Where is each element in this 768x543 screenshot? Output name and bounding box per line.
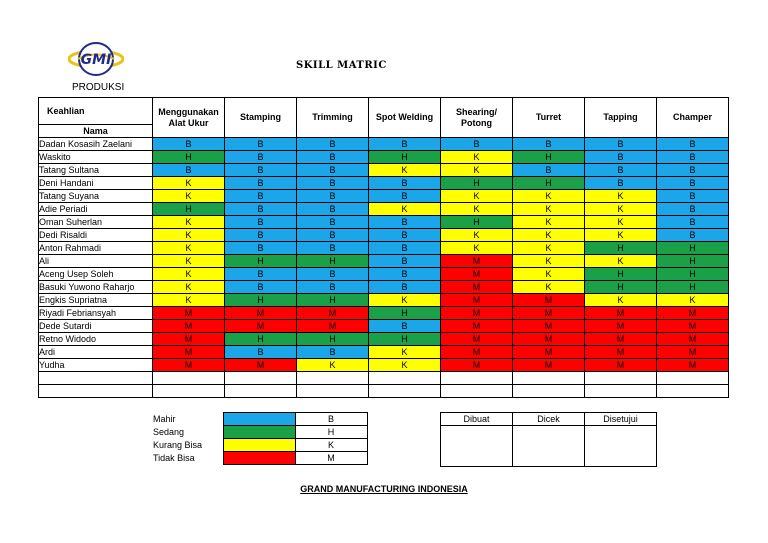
skill-level-cell: B [369, 268, 441, 281]
empty-cell [297, 372, 369, 385]
table-row [39, 229, 729, 242]
skill-level-cell: H [225, 255, 297, 268]
skill-level-cell: K [153, 294, 225, 307]
skill-level-cell: K [513, 216, 585, 229]
skill-level-cell: M [513, 359, 585, 372]
skill-level-cell: B [225, 242, 297, 255]
skill-level-cell: B [657, 138, 729, 151]
legend-row [152, 439, 367, 452]
table-row [39, 268, 729, 281]
skill-level-cell: B [297, 177, 369, 190]
skill-level-cell: K [513, 203, 585, 216]
employee-name: Tatang Suyana [39, 190, 153, 203]
skill-level-cell: B [225, 268, 297, 281]
signature-box [513, 426, 585, 467]
skill-level-cell: M [513, 346, 585, 359]
skill-matrix-table [38, 97, 729, 398]
skill-level-cell: M [657, 346, 729, 359]
skill-level-cell: B [297, 242, 369, 255]
table-row [39, 320, 729, 333]
skill-level-cell: M [441, 333, 513, 346]
skill-level-cell: B [657, 190, 729, 203]
signature-label: Dibuat [441, 413, 513, 426]
skill-header: Tapping [585, 98, 657, 138]
employee-name: Tatang Sultana [39, 164, 153, 177]
skill-level-cell: H [657, 255, 729, 268]
skill-level-cell: M [657, 320, 729, 333]
skill-level-cell: K [513, 229, 585, 242]
skill-level-cell: B [297, 216, 369, 229]
skill-level-cell: K [153, 216, 225, 229]
empty-cell [369, 385, 441, 398]
skill-level-cell: K [513, 190, 585, 203]
employee-name: Engkis Supriatna [39, 294, 153, 307]
skill-level-cell: H [657, 268, 729, 281]
skill-level-cell: M [585, 359, 657, 372]
skill-level-cell: M [153, 307, 225, 320]
skill-level-cell: H [441, 177, 513, 190]
skill-level-cell: H [297, 333, 369, 346]
skill-level-cell: B [297, 281, 369, 294]
signature-label: Disetujui [585, 413, 657, 426]
legend-row [152, 413, 367, 426]
employee-name: Riyadi Febriansyah [39, 307, 153, 320]
skill-level-cell: B [297, 151, 369, 164]
skill-header: Stamping [225, 98, 297, 138]
skill-level-cell: K [441, 164, 513, 177]
empty-cell [225, 372, 297, 385]
skill-level-cell: B [225, 203, 297, 216]
legend-row [152, 452, 367, 465]
skill-level-cell: H [225, 294, 297, 307]
skill-level-cell: K [369, 346, 441, 359]
skill-level-cell: K [513, 255, 585, 268]
skill-level-cell: H [297, 294, 369, 307]
employee-name: Deni Handani [39, 177, 153, 190]
skill-level-cell: K [369, 164, 441, 177]
department-label: PRODUKSI [72, 82, 125, 93]
table-row [39, 359, 729, 372]
empty-row [39, 385, 729, 398]
skill-level-cell: B [585, 151, 657, 164]
skill-header: Trimming [297, 98, 369, 138]
employee-name: Yudha [39, 359, 153, 372]
skill-level-cell: M [441, 281, 513, 294]
skill-level-cell: H [153, 203, 225, 216]
employee-name: Retno Widodo [39, 333, 153, 346]
table-row [39, 255, 729, 268]
table-row [39, 151, 729, 164]
skill-level-cell: K [585, 255, 657, 268]
skill-level-cell: K [153, 229, 225, 242]
legend-swatch [223, 452, 295, 465]
skill-level-cell: K [441, 190, 513, 203]
empty-cell [585, 372, 657, 385]
skill-level-cell: B [369, 190, 441, 203]
skill-level-cell: B [657, 216, 729, 229]
table-row [39, 190, 729, 203]
table-row [39, 164, 729, 177]
table-row [39, 333, 729, 346]
empty-cell [657, 372, 729, 385]
skill-level-cell: H [369, 151, 441, 164]
skill-level-cell: K [585, 190, 657, 203]
empty-cell [441, 372, 513, 385]
skill-level-cell: B [657, 151, 729, 164]
skill-level-cell: K [153, 190, 225, 203]
legend-label: Kurang Bisa [153, 439, 203, 450]
skill-level-cell: B [297, 190, 369, 203]
skill-level-cell: M [441, 268, 513, 281]
skill-level-cell: B [369, 320, 441, 333]
empty-cell [297, 385, 369, 398]
empty-cell [39, 385, 153, 398]
skill-level-cell: M [585, 307, 657, 320]
skill-level-cell: H [153, 151, 225, 164]
table-row [39, 203, 729, 216]
skill-level-cell: B [225, 216, 297, 229]
signature-label: Dicek [513, 413, 585, 426]
skill-level-cell: B [297, 164, 369, 177]
table-row [39, 346, 729, 359]
signature-box [441, 426, 513, 467]
skill-level-cell: B [225, 281, 297, 294]
skill-level-cell: B [657, 177, 729, 190]
skill-level-cell: B [513, 138, 585, 151]
employee-name: Dede Sutardi [39, 320, 153, 333]
skill-level-cell: B [513, 164, 585, 177]
skill-level-cell: M [297, 320, 369, 333]
skill-level-cell: B [369, 216, 441, 229]
empty-cell [585, 385, 657, 398]
skill-level-cell: H [225, 333, 297, 346]
skill-level-cell: M [297, 307, 369, 320]
skill-level-cell: K [513, 268, 585, 281]
table-row [39, 294, 729, 307]
keahlian-header: Keahlian [39, 98, 153, 125]
table-row [39, 216, 729, 229]
skill-level-cell: B [369, 242, 441, 255]
skill-level-cell: K [369, 359, 441, 372]
skill-level-cell: B [369, 255, 441, 268]
skill-level-cell: B [585, 177, 657, 190]
legend-swatch [223, 439, 295, 452]
skill-level-cell: M [657, 307, 729, 320]
legend-table [152, 412, 368, 465]
skill-level-cell: H [369, 333, 441, 346]
skill-level-cell: M [153, 346, 225, 359]
skill-header: Champer [657, 98, 729, 138]
skill-level-cell: M [657, 359, 729, 372]
skill-level-cell: B [297, 268, 369, 281]
skill-level-cell: B [297, 203, 369, 216]
skill-level-cell: M [513, 320, 585, 333]
employee-name: Aceng Usep Soleh [39, 268, 153, 281]
skill-level-cell: K [297, 359, 369, 372]
skill-level-cell: B [369, 229, 441, 242]
skill-level-cell: H [297, 255, 369, 268]
table-row [39, 307, 729, 320]
table-row [39, 177, 729, 190]
skill-level-cell: B [225, 164, 297, 177]
skill-level-cell: H [513, 177, 585, 190]
skill-level-cell: H [513, 151, 585, 164]
skill-level-cell: H [585, 268, 657, 281]
skill-level-cell: K [441, 203, 513, 216]
logo-text: GMI [80, 52, 112, 68]
skill-level-cell: K [153, 242, 225, 255]
skill-level-cell: B [441, 138, 513, 151]
skill-level-cell: H [657, 242, 729, 255]
skill-level-cell: B [225, 346, 297, 359]
skill-level-cell: M [657, 333, 729, 346]
gmi-logo [68, 42, 124, 76]
legend-code: H [295, 426, 367, 439]
skill-level-cell: K [585, 216, 657, 229]
skill-header: Turret [513, 98, 585, 138]
skill-level-cell: H [441, 216, 513, 229]
skill-level-cell: B [657, 203, 729, 216]
skill-level-cell: M [513, 333, 585, 346]
skill-level-cell: B [369, 281, 441, 294]
skill-level-cell: H [585, 242, 657, 255]
employee-name: Ali [39, 255, 153, 268]
employee-name: Adie Periadi [39, 203, 153, 216]
skill-level-cell: M [153, 320, 225, 333]
company-footer: GRAND MANUFACTURING INDONESIA [300, 484, 468, 494]
table-row [39, 138, 729, 151]
skill-level-cell: B [585, 164, 657, 177]
legend-row [152, 426, 367, 439]
table-row [39, 281, 729, 294]
skill-level-cell: K [153, 281, 225, 294]
empty-cell [513, 385, 585, 398]
nama-header: Nama [39, 125, 153, 138]
page-title: SKILL MATRIC [296, 60, 387, 71]
empty-cell [153, 385, 225, 398]
empty-cell [369, 372, 441, 385]
skill-level-cell: B [153, 164, 225, 177]
skill-level-cell: B [153, 138, 225, 151]
skill-level-cell: B [297, 229, 369, 242]
skill-level-cell: K [585, 203, 657, 216]
employee-name: Dedi Risaldi [39, 229, 153, 242]
signature-table [440, 412, 657, 467]
legend-code: M [295, 452, 367, 465]
skill-level-cell: M [441, 294, 513, 307]
skill-level-cell: K [441, 242, 513, 255]
employee-name: Waskito [39, 151, 153, 164]
skill-level-cell: B [369, 138, 441, 151]
skill-level-cell: B [297, 346, 369, 359]
skill-level-cell: M [153, 333, 225, 346]
skill-header: Shearing/ Potong [441, 98, 513, 138]
employee-name: Dadan Kosasih Zaelani [39, 138, 153, 151]
skill-level-cell: H [657, 281, 729, 294]
employee-name: Basuki Yuwono Raharjo [39, 281, 153, 294]
skill-level-cell: K [513, 281, 585, 294]
skill-level-cell: M [441, 346, 513, 359]
legend-code: B [295, 413, 367, 426]
employee-name: Oman Suherlan [39, 216, 153, 229]
skill-level-cell: B [585, 138, 657, 151]
skill-level-cell: M [441, 255, 513, 268]
skill-level-cell: K [369, 294, 441, 307]
skill-level-cell: M [513, 307, 585, 320]
employee-name: Anton Rahmadi [39, 242, 153, 255]
signature-box [585, 426, 657, 467]
skill-level-cell: B [225, 151, 297, 164]
empty-cell [441, 385, 513, 398]
empty-cell [225, 385, 297, 398]
skill-level-cell: K [153, 268, 225, 281]
skill-level-cell: M [585, 346, 657, 359]
empty-cell [657, 385, 729, 398]
skill-level-cell: M [441, 320, 513, 333]
skill-level-cell: K [585, 229, 657, 242]
skill-level-cell: B [225, 229, 297, 242]
skill-level-cell: B [225, 190, 297, 203]
skill-level-cell: K [153, 177, 225, 190]
skill-level-cell: K [513, 242, 585, 255]
legend-label: Sedang [153, 426, 185, 437]
skill-level-cell: M [225, 320, 297, 333]
legend-swatch [223, 426, 295, 439]
skill-level-cell: H [585, 281, 657, 294]
skill-level-cell: M [225, 359, 297, 372]
skill-level-cell: M [225, 307, 297, 320]
employee-name: Ardi [39, 346, 153, 359]
skill-level-cell: M [585, 320, 657, 333]
skill-level-cell: K [657, 294, 729, 307]
skill-level-cell: M [513, 294, 585, 307]
skill-level-cell: B [657, 229, 729, 242]
skill-level-cell: B [225, 177, 297, 190]
empty-cell [153, 372, 225, 385]
skill-level-cell: K [369, 203, 441, 216]
skill-header: Menggunakan Alat Ukur [153, 98, 225, 138]
skill-level-cell: K [441, 151, 513, 164]
legend-code: K [295, 439, 367, 452]
skill-level-cell: H [369, 307, 441, 320]
skill-level-cell: B [297, 138, 369, 151]
empty-cell [39, 372, 153, 385]
skill-level-cell: M [441, 359, 513, 372]
skill-level-cell: M [585, 333, 657, 346]
skill-level-cell: K [153, 255, 225, 268]
empty-row [39, 372, 729, 385]
skill-level-cell: B [657, 164, 729, 177]
skill-header: Spot Welding [369, 98, 441, 138]
skill-level-cell: M [153, 359, 225, 372]
legend-label: Tidak Bisa [153, 452, 195, 463]
empty-cell [513, 372, 585, 385]
skill-level-cell: B [225, 138, 297, 151]
skill-level-cell: M [441, 307, 513, 320]
table-row [39, 242, 729, 255]
skill-level-cell: K [441, 229, 513, 242]
legend-label: Mahir [153, 413, 176, 424]
skill-level-cell: B [369, 177, 441, 190]
legend-swatch [223, 413, 295, 426]
skill-level-cell: K [585, 294, 657, 307]
